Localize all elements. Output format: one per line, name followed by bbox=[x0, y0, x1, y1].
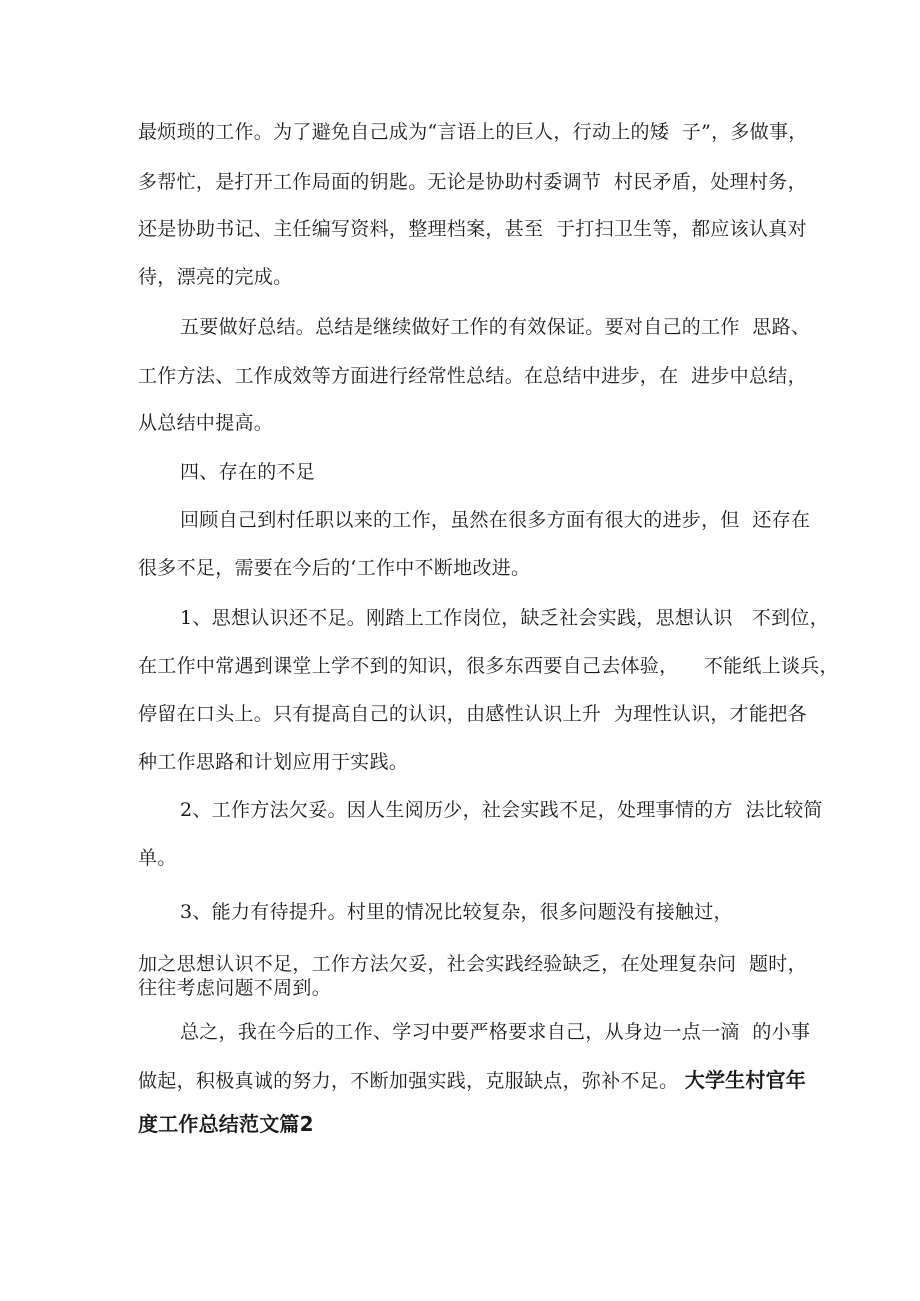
paragraph-line: 加之思想认识不足，工作方法欠妥，社会实践经验缺乏，在处理复杂问 题时， bbox=[138, 953, 807, 975]
paragraph-line: 最烦琐的工作。为了避免自己成为“言语上的巨人，行动上的矮 子”，多做事， bbox=[138, 121, 808, 143]
paragraph-line bbox=[138, 1068, 806, 1093]
paragraph-line: 种工作思路和计划应用于实践。 bbox=[138, 751, 409, 773]
paragraph-line: 工作方法、工作成效等方面进行经常性总结。在总结中进步，在 进步中总结， bbox=[138, 365, 807, 387]
paragraph-line: 2、工作方法欠妥。因人生阅历少，社会实践不足，处理事情的方 法比较简 bbox=[180, 799, 823, 821]
paragraph-text: 做起，积极真诚的努力，不断加强实践，克服缺点，弥补不足。 bbox=[138, 1070, 679, 1092]
paragraph-line: 从总结中提高。 bbox=[138, 412, 274, 434]
paragraph-line: 往往考虑问题不周到。 bbox=[138, 977, 332, 999]
paragraph-line: 1、思想认识还不足。刚踏上工作岗位，缺乏社会实践，思想认识 不到位， bbox=[180, 607, 830, 629]
paragraph-line: 单。 bbox=[138, 847, 177, 869]
paragraph-line: 回顾自己到村任职以来的工作，虽然在很多方面有很大的进步，但 还存在 bbox=[180, 509, 811, 531]
section-heading: 四、存在的不足 bbox=[180, 461, 316, 483]
paragraph-line: 很多不足，需要在今后的‘工作中不断地改进。 bbox=[138, 557, 531, 579]
paragraph-line: 待，漂亮的完成。 bbox=[138, 266, 293, 288]
paragraph-line: 五要做好总结。总结是继续做好工作的有效保证。要对自己的工作 思路、 bbox=[180, 316, 811, 338]
paragraph-line: 3、能力有待提升。村里的情况比较复杂，很多问题没有接触过， bbox=[180, 901, 733, 923]
article-heading-end: 度工作总结范文篇2 bbox=[138, 1112, 314, 1136]
article-heading-start: 大学生村官年 bbox=[684, 1068, 806, 1092]
paragraph-line: 多帮忙，是打开工作局面的钥匙。无论是协助村委调节 村民矛盾，处理村务， bbox=[138, 171, 807, 193]
paragraph-line: 在工作中常遇到课堂上学不到的知识，很多东西要自己去体验， 不能纸上谈兵， bbox=[138, 655, 839, 677]
paragraph-line: 停留在口头上。只有提高自己的认识，由感性认识上升 为理性认识，才能把各 bbox=[138, 703, 807, 725]
paragraph-line: 还是协助书记、主任编写资料，整理档案，甚至 于打扫卫生等，都应该认真对 bbox=[138, 218, 807, 240]
paragraph-line: 总之，我在今后的工作、学习中要严格要求自己，从身边一点一滴 的小事 bbox=[180, 1021, 811, 1043]
